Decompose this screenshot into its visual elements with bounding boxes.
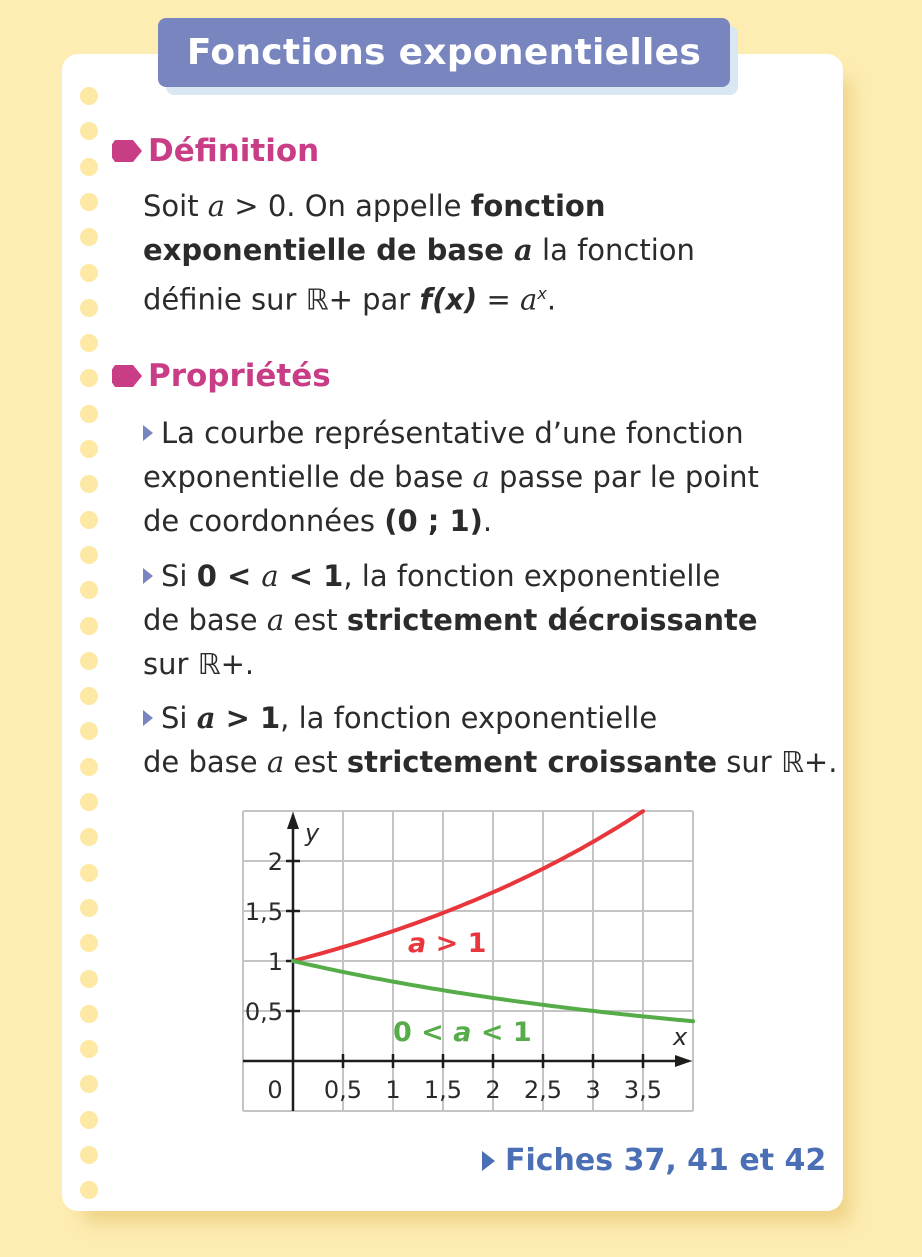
- notebook-hole: [80, 158, 98, 176]
- notebook-hole: [80, 334, 98, 352]
- page-title: Fonctions exponentielles: [158, 18, 730, 87]
- property-3: [143, 696, 837, 784]
- notebook-hole: [80, 511, 98, 529]
- notebook-hole: [80, 87, 98, 105]
- notebook-hole: [80, 687, 98, 705]
- notebook-hole: [80, 758, 98, 776]
- notebook-hole: [80, 299, 98, 317]
- x-tick-label: 3,5: [623, 1076, 663, 1104]
- notebook-hole: [80, 652, 98, 670]
- section-bullet-icon: [112, 365, 142, 387]
- notebook-hole: [80, 546, 98, 564]
- link-arrow-icon: [482, 1151, 495, 1171]
- notebook-hole: [80, 1146, 98, 1164]
- notebook-hole: [80, 899, 98, 917]
- y-axis-label: y: [305, 819, 320, 847]
- x-tick-label: 1,5: [423, 1076, 463, 1104]
- y-tick-label: 1,5: [244, 898, 283, 926]
- definition-text: [143, 184, 695, 322]
- x-tick-label: 2,5: [523, 1076, 563, 1104]
- property-3-line-1: Si a > 1, la fonction exponentielle: [143, 696, 837, 740]
- notebook-hole: [80, 864, 98, 882]
- origin-label: 0: [267, 1076, 283, 1104]
- properties-heading-label: Propriétés: [148, 358, 331, 394]
- properties-heading: [112, 358, 331, 394]
- definition-line-2: exponentielle de base a la fonction: [143, 233, 695, 267]
- property-3-line-2: de base a est strictement croissante sur ℝ+.: [143, 745, 838, 779]
- x-axis-label: x: [673, 1023, 688, 1051]
- y-tick-label: 0,5: [244, 998, 283, 1026]
- notebook-hole: [80, 405, 98, 423]
- notebook-hole: [80, 970, 98, 988]
- property-2-line-2: de base a est strictement décroissante: [143, 603, 758, 637]
- label-a-greater-1: a > 1: [408, 928, 487, 959]
- notebook-hole: [80, 617, 98, 635]
- property-2-line-3: sur ℝ+.: [143, 647, 255, 681]
- fiches-link[interactable]: [482, 1143, 826, 1178]
- property-1-line-1: La courbe représentative d’une fonction: [143, 411, 759, 455]
- definition-line-1: Soit a > 0. On appelle fonction: [143, 189, 606, 223]
- notebook-hole: [80, 193, 98, 211]
- property-1-line-2: exponentielle de base a passe par le point: [143, 460, 759, 494]
- bullet-triangle-icon: [143, 710, 153, 726]
- x-tick-label: 0,5: [323, 1076, 363, 1104]
- definition-heading-label: Définition: [148, 133, 320, 169]
- notebook-hole: [80, 793, 98, 811]
- fiches-link-label[interactable]: Fiches 37, 41 et 42: [505, 1143, 827, 1178]
- y-tick-label: 2: [267, 848, 283, 876]
- notebook-hole: [80, 1111, 98, 1129]
- notebook-hole: [80, 440, 98, 458]
- bullet-triangle-icon: [143, 568, 153, 584]
- property-1-line-3: de coordonnées (0 ; 1).: [143, 504, 493, 538]
- property-1: [143, 411, 759, 543]
- notebook-hole: [80, 1005, 98, 1023]
- label-a-between-0-1: 0 < a < 1: [393, 1017, 532, 1048]
- definition-line-3: définie sur ℝ+ par $f(x) = a^x$.: [143, 282, 557, 317]
- exponential-chart: [236, 800, 706, 1120]
- notebook-hole: [80, 264, 98, 282]
- section-bullet-icon: [112, 140, 142, 162]
- bullet-triangle-icon: [143, 425, 153, 441]
- x-tick-label: 3: [585, 1076, 601, 1104]
- property-2-line-1: Si 0 < a < 1, la fonction exponentielle: [143, 554, 758, 598]
- y-tick-label: 1: [267, 948, 283, 976]
- x-tick-label: 2: [485, 1076, 501, 1104]
- notebook-hole: [80, 1040, 98, 1058]
- x-tick-label: 1: [385, 1076, 401, 1104]
- property-2: [143, 554, 758, 686]
- definition-heading: [112, 133, 319, 169]
